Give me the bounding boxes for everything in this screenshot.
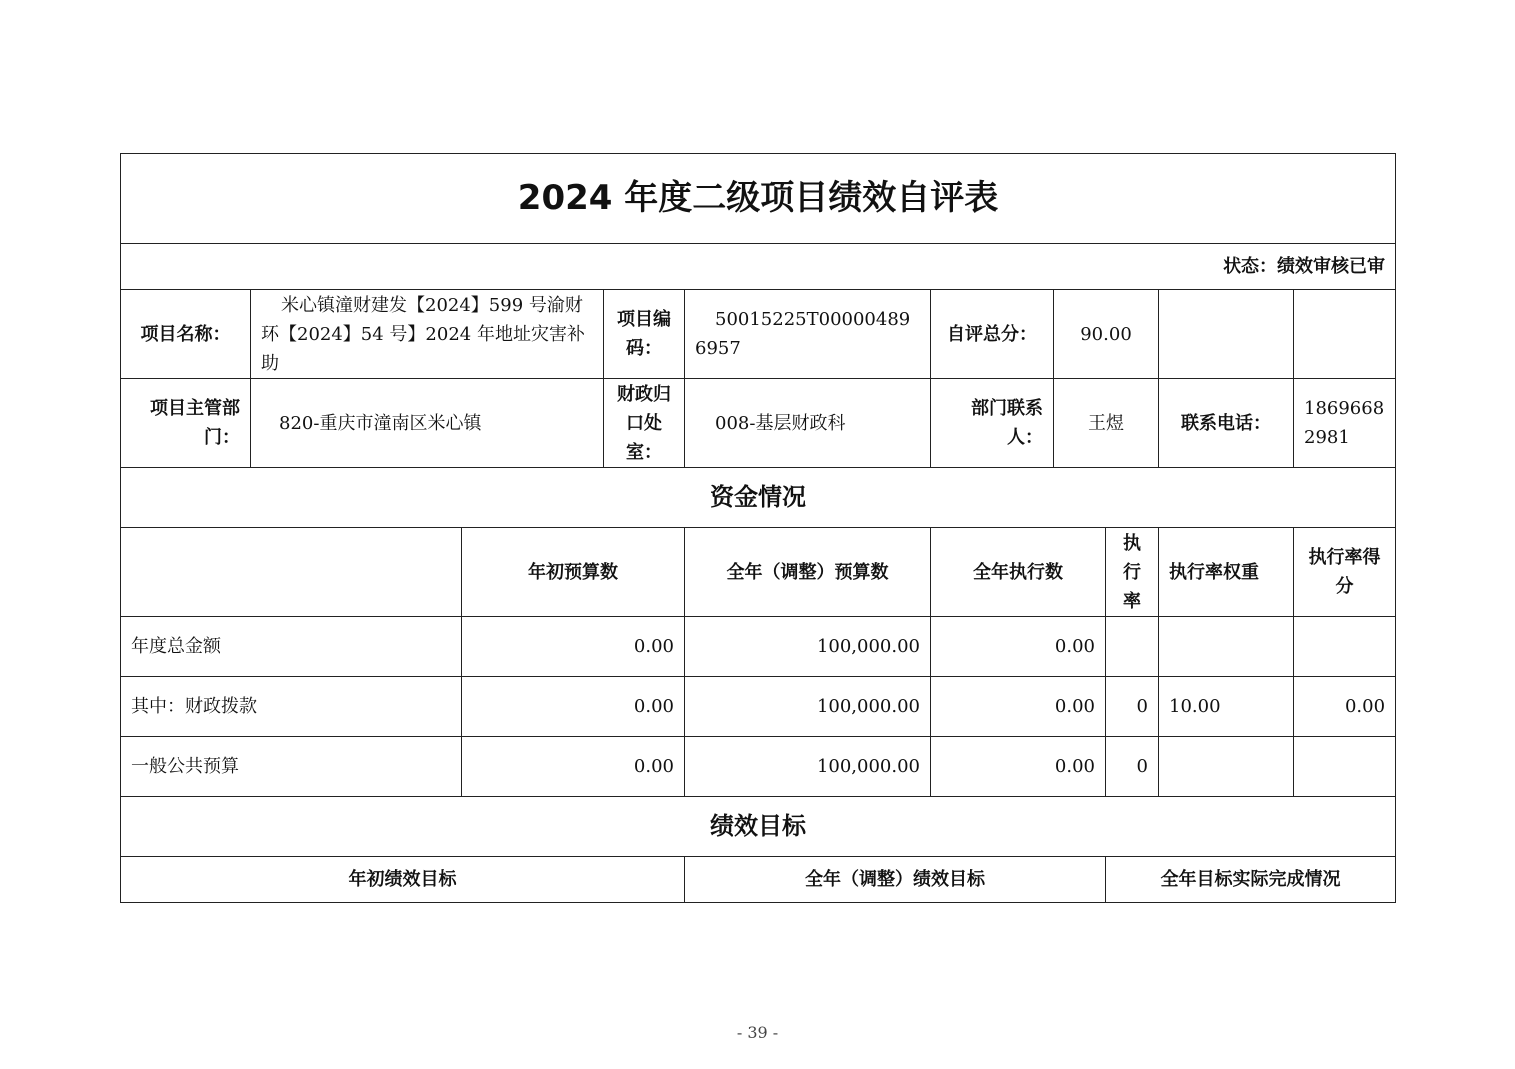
funds-row-name: 其中：财政拨款: [121, 677, 462, 737]
performance-evaluation-table: [120, 153, 1396, 903]
funds-row-name: 年度总金额: [121, 617, 462, 677]
funds-row-score: [1294, 737, 1396, 797]
funds-row-weight: [1159, 737, 1294, 797]
contact-value: 王煜: [1054, 379, 1159, 468]
project-code-label: 项目编码：: [604, 290, 685, 379]
funds-row-score: 0.00: [1294, 677, 1396, 737]
funds-header-initial: 年初预算数: [462, 528, 685, 617]
funds-row-name: 一般公共预算: [121, 737, 462, 797]
dept-label: 项目主管部门：: [121, 379, 251, 468]
score-value: 90.00: [1054, 290, 1159, 379]
funds-row: [121, 617, 1396, 677]
funds-row-rate: [1106, 617, 1159, 677]
funds-row-initial: 0.00: [462, 617, 685, 677]
funds-header-adjusted: 全年（调整）预算数: [685, 528, 931, 617]
funds-section-title: 资金情况: [121, 468, 1396, 528]
empty-cell: [1159, 290, 1294, 379]
project-name-value: 米心镇潼财建发【2024】599 号渝财环【2024】54 号】2024 年地址灾害补助: [251, 290, 604, 379]
funds-row-adjusted: 100,000.00: [685, 677, 931, 737]
page-number: - 39 -: [736, 1023, 779, 1042]
phone-label: 联系电话：: [1159, 379, 1294, 468]
funds-row-initial: 0.00: [462, 677, 685, 737]
funds-row-rate: 0: [1106, 677, 1159, 737]
funds-row-rate: 0: [1106, 737, 1159, 797]
funds-row-initial: 0.00: [462, 737, 685, 797]
funds-header-rate: 执行率: [1106, 528, 1159, 617]
funds-row: [121, 677, 1396, 737]
office-value: 008-基层财政科: [685, 379, 931, 468]
funds-row-executed: 0.00: [931, 617, 1106, 677]
funds-row-weight: [1159, 617, 1294, 677]
funds-row-weight: 10.00: [1159, 677, 1294, 737]
funds-row-score: [1294, 617, 1396, 677]
funds-header-score: 执行率得分: [1294, 528, 1396, 617]
funds-header-executed: 全年执行数: [931, 528, 1106, 617]
page-title: 2024 年度二级项目绩效自评表: [121, 154, 1396, 244]
dept-value: 820-重庆市潼南区米心镇: [251, 379, 604, 468]
funds-row-adjusted: 100,000.00: [685, 737, 931, 797]
goals-header-actual: 全年目标实际完成情况: [1106, 857, 1396, 903]
goals-header-initial: 年初绩效目标: [121, 857, 685, 903]
goals-section-title: 绩效目标: [121, 797, 1396, 857]
funds-header-weight: 执行率权重: [1159, 528, 1294, 617]
score-label: 自评总分：: [931, 290, 1054, 379]
funds-row-executed: 0.00: [931, 737, 1106, 797]
funds-header-blank: [121, 528, 462, 617]
status-label: 状态：绩效审核已审: [121, 244, 1396, 290]
funds-row: [121, 737, 1396, 797]
office-label: 财政归口处室：: [604, 379, 685, 468]
phone-value: 18696682981: [1294, 379, 1396, 468]
project-code-value: 50015225T000004896957: [685, 290, 931, 379]
goals-header-adjusted: 全年（调整）绩效目标: [685, 857, 1106, 903]
funds-row-adjusted: 100,000.00: [685, 617, 931, 677]
contact-label: 部门联系人：: [931, 379, 1054, 468]
funds-row-executed: 0.00: [931, 677, 1106, 737]
project-name-label: 项目名称：: [121, 290, 251, 379]
empty-cell: [1294, 290, 1396, 379]
